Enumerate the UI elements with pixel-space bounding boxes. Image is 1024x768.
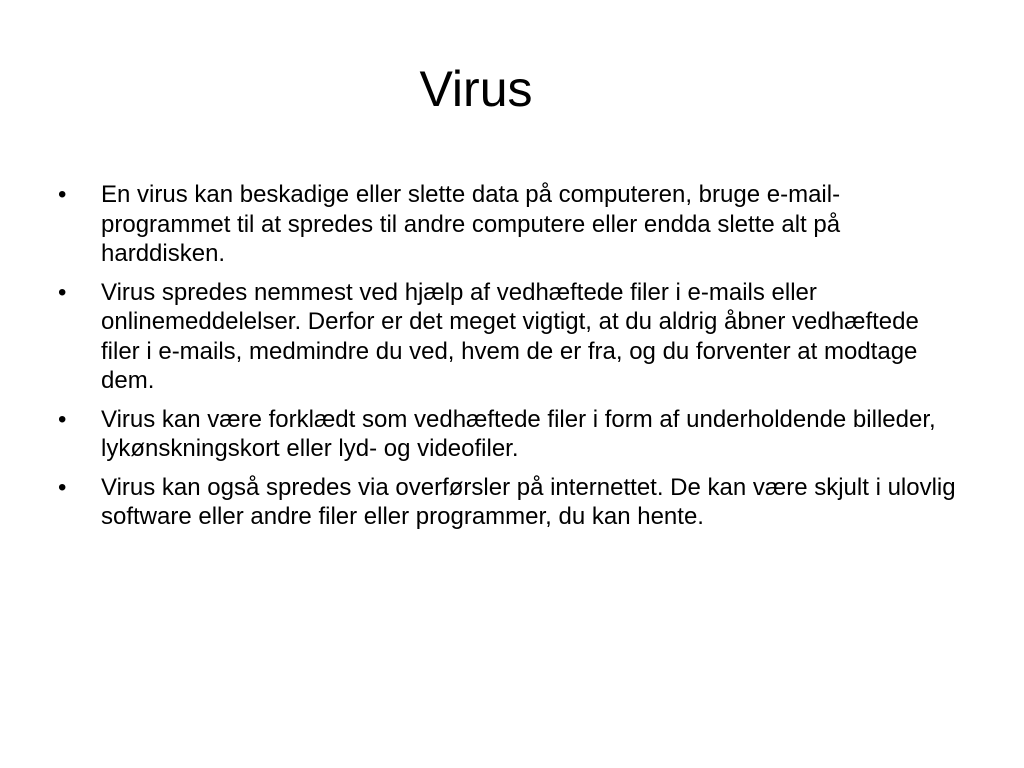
bullet-icon: • [58, 181, 67, 208]
bullet-text: Virus kan også spredes via overførsler på internettet. De kan være skjult i ulovlig software eller andre filer eller programmer, du kan hente. [101, 473, 956, 530]
bullet-item-4 [58, 473, 963, 532]
bullet-text: Virus kan være forklædt som vedhæftede filer i form af underholdende billeder, lykønskningskort eller lyd- og videofiler. [101, 405, 936, 462]
bullet-text: En virus kan beskadige eller slette data på computeren, bruge e-mail-programmet til at spredes til andre computere eller endda slette alt på harddisken. [101, 181, 841, 267]
bullet-item-2 [58, 278, 963, 396]
bullet-text: Virus spredes nemmest ved hjælp af vedhæftede filer i e-mails eller onlinemeddelelser. Derfor er det meget vigtigt, at du aldrig åbner vedhæftede filer i e-mails, medmindre du ved, hvem de er fra, og du forventer at modtage dem. [101, 278, 919, 394]
slide-title: Virus [419, 61, 533, 117]
bullet-icon: • [58, 278, 67, 306]
bullet-item-3 [58, 405, 963, 464]
bullet-icon: • [58, 473, 67, 501]
bullet-list [58, 180, 963, 541]
bullet-icon: • [58, 405, 67, 433]
bullet-item-1 [58, 180, 963, 269]
